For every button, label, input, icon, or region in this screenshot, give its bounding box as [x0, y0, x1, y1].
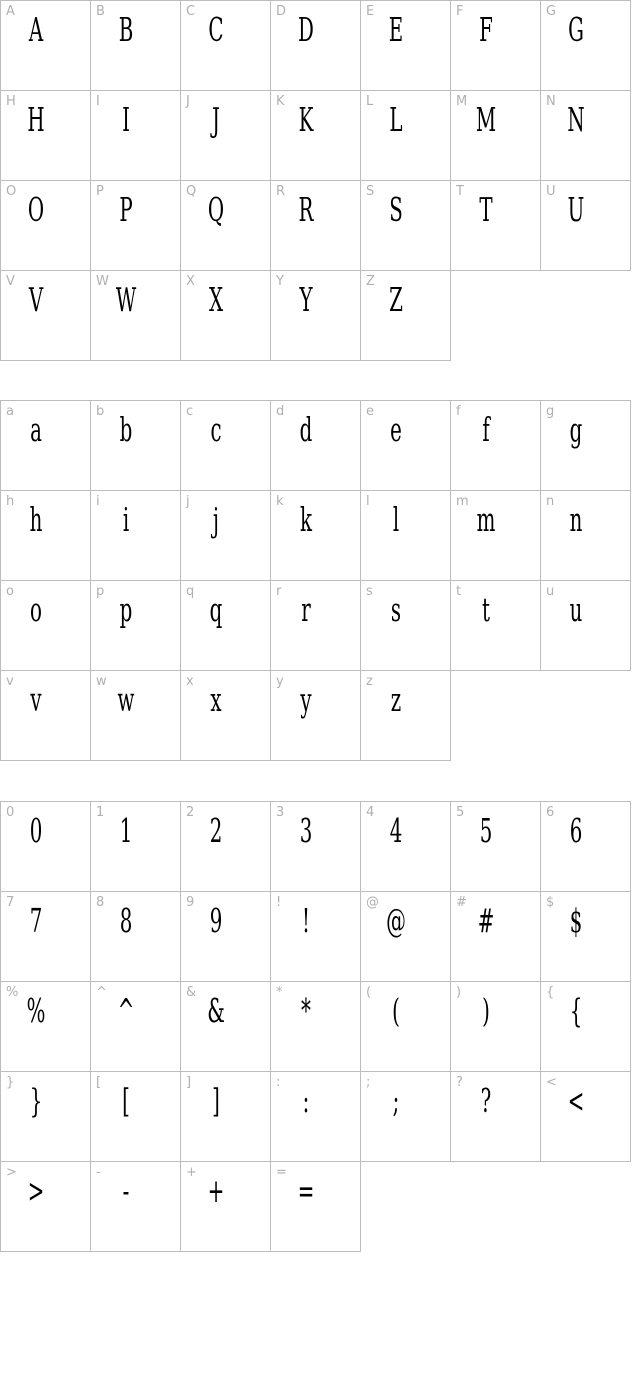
cell-label: T	[456, 184, 464, 199]
glyph-cell	[180, 90, 271, 181]
glyph-cell	[450, 801, 541, 892]
cell-label: P	[96, 184, 104, 199]
cell-glyph: O	[27, 190, 45, 229]
charmap-row	[0, 801, 630, 892]
cell-glyph: f	[482, 410, 490, 449]
glyph-cell	[180, 801, 271, 892]
cell-glyph: d	[299, 410, 313, 449]
glyph-cell	[540, 90, 631, 181]
charmap-row	[0, 0, 630, 91]
cell-glyph: i	[122, 500, 130, 539]
cell-label: A	[6, 4, 15, 19]
cell-label: 1	[96, 805, 105, 820]
cell-glyph: z	[390, 680, 402, 719]
glyph-cell	[0, 801, 91, 892]
cell-label: k	[276, 494, 284, 509]
glyph-cell	[90, 801, 181, 892]
cell-label: !	[276, 895, 282, 910]
glyph-cell	[360, 1071, 451, 1162]
lowercase-charmap-grid	[0, 400, 630, 761]
glyph-cell	[0, 580, 91, 671]
glyph-cell	[450, 90, 541, 181]
cell-label: m	[456, 494, 469, 509]
glyph-cell	[270, 0, 361, 91]
cell-glyph: F	[479, 10, 493, 49]
cell-label: *	[276, 985, 283, 1000]
glyph-cell	[360, 891, 451, 982]
glyph-cell	[360, 90, 451, 181]
glyph-cell	[0, 0, 91, 91]
charmap-row	[0, 981, 630, 1072]
glyph-cell	[540, 801, 631, 892]
cell-label: K	[276, 94, 285, 109]
glyph-cell	[360, 580, 451, 671]
cell-label: I	[96, 94, 100, 109]
glyph-cell	[180, 180, 271, 271]
glyph-cell	[540, 1071, 631, 1162]
cell-glyph: R	[298, 190, 314, 229]
cell-label: X	[186, 274, 195, 289]
glyph-cell	[270, 90, 361, 181]
glyph-cell	[360, 981, 451, 1072]
cell-label: J	[186, 94, 190, 109]
cell-label: a	[6, 404, 14, 419]
glyph-cell	[270, 180, 361, 271]
cell-label: Q	[186, 184, 197, 199]
cell-glyph: 8	[119, 901, 133, 940]
cell-label: F	[456, 4, 464, 19]
cell-label: e	[366, 404, 374, 419]
charmap-row	[0, 580, 630, 671]
cell-glyph: #	[477, 901, 495, 940]
cell-label: o	[6, 584, 14, 599]
cell-glyph: h	[29, 500, 43, 539]
cell-label: {	[546, 985, 555, 1000]
cell-glyph: 9	[209, 901, 223, 940]
charmap-row	[0, 670, 630, 761]
cell-glyph: =	[297, 1171, 315, 1210]
glyph-cell	[270, 1071, 361, 1162]
cell-glyph: [	[122, 1081, 130, 1120]
cell-label: i	[96, 494, 100, 509]
cell-glyph: I	[122, 100, 130, 139]
cell-glyph: Q	[207, 190, 225, 229]
uppercase-charmap-grid	[0, 0, 630, 361]
cell-glyph: -	[122, 1171, 130, 1210]
glyph-cell	[180, 1071, 271, 1162]
cell-glyph: o	[30, 590, 42, 629]
cell-label: 2	[186, 805, 195, 820]
glyph-cell	[90, 1071, 181, 1162]
cell-glyph: e	[390, 410, 402, 449]
cell-glyph: U	[567, 190, 585, 229]
cell-glyph: !	[302, 901, 310, 940]
glyph-cell	[180, 891, 271, 982]
cell-glyph: ^	[117, 991, 135, 1030]
cell-glyph: N	[567, 100, 585, 139]
glyph-cell	[180, 270, 271, 361]
cell-label: f	[456, 404, 461, 419]
cell-label: W	[96, 274, 109, 289]
cell-glyph: Z	[389, 280, 403, 319]
cell-glyph: w	[117, 680, 135, 719]
cell-glyph: ;	[392, 1081, 400, 1120]
cell-label: V	[6, 274, 15, 289]
glyph-cell	[0, 1161, 91, 1252]
cell-label: %	[6, 985, 19, 1000]
glyph-cell	[90, 1161, 181, 1252]
cell-label: H	[6, 94, 16, 109]
cell-label: v	[6, 674, 14, 689]
glyph-cell	[90, 270, 181, 361]
cell-glyph: p	[119, 590, 133, 629]
cell-label: x	[186, 674, 194, 689]
cell-label: B	[96, 4, 105, 19]
cell-glyph: n	[569, 500, 583, 539]
glyph-cell	[0, 490, 91, 581]
cell-label: >	[6, 1165, 17, 1180]
charmap-row	[0, 1161, 630, 1252]
cell-glyph: t	[482, 590, 490, 629]
glyph-cell	[270, 981, 361, 1072]
glyph-cell	[360, 270, 451, 361]
glyph-cell	[450, 490, 541, 581]
cell-glyph: a	[30, 410, 42, 449]
glyph-cell	[180, 400, 271, 491]
glyph-cell	[270, 1161, 361, 1252]
glyph-cell	[450, 0, 541, 91]
cell-label: c	[186, 404, 194, 419]
cell-glyph: {	[569, 991, 583, 1030]
cell-label: 0	[6, 805, 15, 820]
cell-glyph: b	[119, 410, 133, 449]
cell-glyph: 0	[29, 811, 43, 850]
cell-glyph: c	[210, 410, 222, 449]
cell-label: L	[366, 94, 374, 109]
cell-label: g	[546, 404, 555, 419]
cell-label: +	[186, 1165, 197, 1180]
cell-glyph: u	[569, 590, 583, 629]
glyph-cell	[90, 90, 181, 181]
charmap-row	[0, 90, 630, 181]
cell-glyph: W	[115, 280, 137, 319]
cell-label: n	[546, 494, 555, 509]
cell-glyph: M	[475, 100, 497, 139]
cell-label: @	[366, 895, 379, 910]
cell-glyph: D	[298, 10, 314, 49]
cell-label: y	[276, 674, 284, 689]
glyph-cell	[180, 1161, 271, 1252]
glyph-cell	[180, 490, 271, 581]
cell-label: b	[96, 404, 105, 419]
cell-glyph: L	[389, 100, 403, 139]
glyph-cell	[270, 891, 361, 982]
cell-glyph: l	[392, 500, 400, 539]
glyph-cell	[540, 580, 631, 671]
charmap-row	[0, 1071, 630, 1162]
cell-glyph: 7	[29, 901, 43, 940]
cell-glyph: J	[212, 100, 220, 139]
glyph-cell	[0, 270, 91, 361]
glyph-cell	[0, 90, 91, 181]
glyph-cell	[270, 670, 361, 761]
cell-label: R	[276, 184, 286, 199]
glyph-cell	[540, 490, 631, 581]
cell-label: ]	[186, 1075, 192, 1090]
cell-glyph: )	[482, 991, 490, 1030]
cell-label: [	[96, 1075, 102, 1090]
cell-label: D	[276, 4, 287, 19]
cell-glyph: $	[569, 901, 583, 940]
cell-glyph: E	[388, 10, 404, 49]
glyph-cell	[270, 490, 361, 581]
charmap-row	[0, 400, 630, 491]
cell-label: C	[186, 4, 196, 19]
cell-label: Z	[366, 274, 375, 289]
cell-glyph: C	[208, 10, 224, 49]
glyph-cell	[450, 1071, 541, 1162]
glyph-cell	[90, 670, 181, 761]
cell-label: d	[276, 404, 285, 419]
glyph-cell	[270, 270, 361, 361]
cell-label: -	[96, 1165, 101, 1180]
cell-glyph: y	[300, 680, 312, 719]
glyph-cell	[540, 180, 631, 271]
cell-glyph: H	[27, 100, 45, 139]
cell-label: h	[6, 494, 15, 509]
cell-label: w	[96, 674, 107, 689]
glyph-cell	[180, 580, 271, 671]
cell-label: j	[186, 494, 190, 509]
cell-glyph: Y	[299, 280, 313, 319]
charmap-row	[0, 891, 630, 982]
glyph-cell	[270, 801, 361, 892]
cell-glyph: }	[29, 1081, 43, 1120]
glyph-cell	[0, 981, 91, 1072]
cell-glyph: +	[207, 1171, 225, 1210]
glyph-cell	[360, 0, 451, 91]
glyph-cell	[0, 891, 91, 982]
glyph-cell	[180, 981, 271, 1072]
cell-label: 6	[546, 805, 555, 820]
cell-glyph: V	[28, 280, 44, 319]
cell-label: :	[276, 1075, 281, 1090]
cell-label: N	[546, 94, 556, 109]
glyph-cell	[360, 801, 451, 892]
glyph-cell	[90, 891, 181, 982]
glyph-cell	[540, 981, 631, 1072]
cell-glyph: K	[298, 100, 314, 139]
glyph-cell	[90, 490, 181, 581]
cell-glyph: %	[26, 991, 46, 1030]
cell-label: }	[6, 1075, 15, 1090]
glyph-cell	[90, 0, 181, 91]
cell-glyph: @	[386, 901, 406, 940]
cell-label: Y	[276, 274, 284, 289]
glyph-cell	[0, 400, 91, 491]
cell-glyph: X	[208, 280, 224, 319]
glyph-cell	[450, 180, 541, 271]
cell-glyph: :	[302, 1081, 310, 1120]
cell-label: z	[366, 674, 373, 689]
cell-glyph: S	[389, 190, 403, 229]
cell-glyph: 2	[209, 811, 223, 850]
cell-glyph: v	[30, 680, 42, 719]
cell-label: S	[366, 184, 375, 199]
cell-label: 7	[6, 895, 15, 910]
cell-label: 3	[276, 805, 285, 820]
cell-label: E	[366, 4, 375, 19]
cell-glyph: *	[301, 991, 311, 1030]
cell-glyph: 4	[389, 811, 403, 850]
cell-glyph: (	[392, 991, 400, 1030]
cell-label: q	[186, 584, 195, 599]
cell-glyph: g	[569, 410, 583, 449]
cell-glyph: m	[476, 500, 496, 539]
cell-label: u	[546, 584, 555, 599]
symbols-charmap-grid	[0, 801, 630, 1252]
glyph-cell	[0, 670, 91, 761]
cell-glyph: j	[212, 500, 220, 539]
glyph-cell	[90, 400, 181, 491]
cell-label: ;	[366, 1075, 371, 1090]
cell-glyph: q	[209, 590, 223, 629]
glyph-cell	[450, 580, 541, 671]
glyph-cell	[0, 180, 91, 271]
cell-glyph: 3	[299, 811, 313, 850]
cell-label: M	[456, 94, 468, 109]
glyph-cell	[180, 0, 271, 91]
cell-label: 5	[456, 805, 465, 820]
cell-glyph: A	[28, 10, 44, 49]
cell-label: &	[186, 985, 197, 1000]
charmap-row	[0, 180, 630, 271]
cell-glyph: x	[210, 680, 222, 719]
cell-glyph: 6	[569, 811, 583, 850]
cell-glyph: ]	[212, 1081, 220, 1120]
glyph-cell	[540, 0, 631, 91]
cell-glyph: B	[118, 10, 134, 49]
glyph-cell	[360, 670, 451, 761]
cell-glyph: s	[390, 590, 402, 629]
glyph-cell	[90, 981, 181, 1072]
cell-label: t	[456, 584, 462, 599]
cell-label: p	[96, 584, 105, 599]
glyph-cell	[360, 180, 451, 271]
cell-label: <	[546, 1075, 557, 1090]
cell-glyph: k	[300, 500, 312, 539]
cell-glyph: <	[567, 1081, 585, 1120]
glyph-cell	[90, 180, 181, 271]
cell-label: s	[366, 584, 373, 599]
cell-label: r	[276, 584, 282, 599]
cell-glyph: 5	[479, 811, 493, 850]
cell-label: =	[276, 1165, 287, 1180]
cell-glyph: &	[207, 991, 225, 1030]
glyph-cell	[0, 1071, 91, 1162]
cell-glyph: P	[119, 190, 133, 229]
glyph-cell	[180, 670, 271, 761]
cell-glyph: T	[479, 190, 493, 229]
cell-glyph: ?	[480, 1081, 492, 1120]
glyph-cell	[270, 400, 361, 491]
charmap-row	[0, 270, 630, 361]
cell-glyph: >	[27, 1171, 45, 1210]
cell-glyph: r	[301, 590, 311, 629]
cell-label: G	[546, 4, 557, 19]
cell-glyph: 1	[119, 811, 133, 850]
glyph-cell	[90, 580, 181, 671]
cell-label: 8	[96, 895, 105, 910]
glyph-cell	[540, 891, 631, 982]
cell-label: (	[366, 985, 372, 1000]
glyph-cell	[450, 400, 541, 491]
cell-label: 9	[186, 895, 195, 910]
charmap-row	[0, 490, 630, 581]
cell-label: 4	[366, 805, 375, 820]
cell-label: U	[546, 184, 556, 199]
cell-label: )	[456, 985, 462, 1000]
glyph-cell	[360, 490, 451, 581]
cell-label: O	[6, 184, 17, 199]
cell-label: $	[546, 895, 555, 910]
cell-label: l	[366, 494, 370, 509]
glyph-cell	[540, 400, 631, 491]
glyph-cell	[360, 400, 451, 491]
glyph-cell	[450, 891, 541, 982]
glyph-cell	[270, 580, 361, 671]
cell-glyph: G	[568, 10, 584, 49]
glyph-cell	[450, 981, 541, 1072]
cell-label: ^	[96, 985, 107, 1000]
cell-label: ?	[456, 1075, 463, 1090]
cell-label: #	[456, 895, 467, 910]
